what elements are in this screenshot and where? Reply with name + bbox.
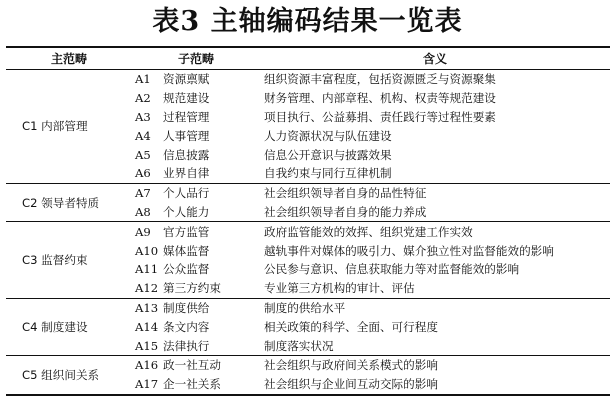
table-row	[6, 183, 610, 202]
sub-category-code: A11	[135, 262, 159, 277]
main-category-cell: C5 组织间关系	[6, 355, 132, 394]
meaning-cell: 社会组织领导者自身的品性特征	[264, 186, 427, 201]
sub-category-cell	[132, 203, 260, 222]
header-sub-category: 子范畴	[132, 47, 260, 70]
sub-category-cell	[132, 336, 260, 355]
sub-category-name: 企一社关系	[163, 377, 221, 392]
sub-category-name: 条文内容	[163, 319, 210, 334]
axial-coding-table	[6, 46, 610, 396]
meaning-cell: 自我约束与同行互律机制	[260, 164, 610, 183]
meaning-cell: 财务管理、内部章程、机构、权责等规范建设	[264, 91, 496, 106]
sub-category-name: 过程管理	[163, 109, 210, 124]
sub-category-name: 第三方约束	[163, 281, 221, 296]
main-category-cell: C1 内部管理	[6, 70, 132, 184]
header-meaning: 含义	[260, 47, 610, 70]
sub-category-name: 人事管理	[163, 128, 210, 143]
meaning-cell: 公民参与意识、信息获取能力等对监督能效的影响	[264, 262, 520, 277]
sub-category-code: A10	[135, 243, 159, 258]
sub-category-cell	[132, 317, 260, 336]
table-row	[6, 355, 610, 374]
header-main-category: 主范畴	[6, 47, 132, 70]
sub-category-code: A4	[135, 128, 151, 143]
sub-category-cell	[132, 145, 260, 164]
sub-category-name: 法律执行	[163, 338, 210, 353]
sub-category-cell	[132, 164, 260, 183]
table-body	[6, 70, 610, 395]
sub-category-code: A17	[135, 377, 159, 392]
sub-category-name: 规范建设	[163, 91, 210, 106]
header-row	[6, 47, 610, 70]
meaning-cell: 项目执行、公益募捐、责任践行等过程性要素	[264, 109, 496, 124]
meaning-cell: 社会组织与政府间关系模式的影响	[264, 358, 438, 373]
meaning-cell: 相关政策的科学、全面、可行程度	[264, 319, 438, 334]
main-category-cell: C4 制度建设	[6, 298, 132, 355]
table-title: 表3 主轴编码结果一览表	[152, 6, 463, 37]
sub-category-code: A9	[135, 224, 151, 239]
table-row	[6, 70, 610, 89]
sub-category-code: A12	[135, 281, 159, 296]
meaning-cell: 人力资源状况与队伍建设	[264, 128, 392, 143]
sub-category-cell	[132, 108, 260, 127]
meaning-cell: 组织资源丰富程度，包括资源匮乏与资源聚集	[264, 72, 496, 87]
table-row	[6, 222, 610, 241]
sub-category-name: 公众监督	[163, 262, 210, 277]
meaning-cell: 专业第三方机构的审计、评估	[260, 279, 610, 298]
meaning-cell: 制度落实状况	[260, 336, 610, 355]
table-row	[6, 298, 610, 317]
sub-category-name: 制度供给	[163, 300, 210, 315]
sub-category-code: A7	[135, 186, 151, 201]
meaning-cell: 社会组织与企业间互动交际的影响	[260, 375, 610, 395]
sub-category-code: A16	[135, 358, 159, 373]
sub-category-cell	[132, 298, 260, 317]
sub-category-code: A2	[135, 91, 151, 106]
sub-category-code: A5	[135, 147, 151, 162]
sub-category-name: 媒体监督	[163, 243, 210, 258]
sub-category-name: 政一社互动	[163, 358, 221, 373]
meaning-cell: 社会组织领导者自身的能力养成	[260, 203, 610, 222]
sub-category-name: 信息披露	[163, 147, 210, 162]
sub-category-code: A8	[135, 204, 151, 219]
sub-category-code: A3	[135, 109, 151, 124]
meaning-cell: 政府监管能效的效挥、组织党建工作实效	[264, 224, 473, 239]
sub-category-code: A13	[135, 300, 159, 315]
sub-category-cell	[132, 260, 260, 279]
sub-category-cell	[132, 241, 260, 260]
sub-category-name: 官方监管	[163, 224, 210, 239]
sub-category-name: 资源禀赋	[163, 72, 210, 87]
meaning-cell: 制度的供给水平	[264, 300, 346, 315]
sub-category-cell	[132, 89, 260, 108]
sub-category-cell	[132, 126, 260, 145]
sub-category-code: A6	[135, 166, 151, 181]
main-category-cell: C3 监督约束	[6, 222, 132, 298]
sub-category-name: 业界自律	[163, 166, 210, 181]
sub-category-cell	[132, 355, 260, 374]
sub-category-name: 个人品行	[163, 186, 210, 201]
sub-category-cell	[132, 70, 260, 89]
main-category-cell: C2 领导者特质	[6, 183, 132, 222]
sub-category-name: 个人能力	[163, 204, 210, 219]
sub-category-code: A14	[135, 319, 159, 334]
meaning-cell: 越轨事件对媒体的吸引力、媒介独立性对监督能效的影响	[264, 243, 554, 258]
sub-category-code: A15	[135, 338, 159, 353]
sub-category-code: A1	[135, 72, 151, 87]
meaning-cell: 信息公开意识与披露效果	[264, 147, 392, 162]
sub-category-cell	[132, 375, 260, 395]
sub-category-cell	[132, 222, 260, 241]
sub-category-cell	[132, 279, 260, 298]
sub-category-cell	[132, 183, 260, 202]
